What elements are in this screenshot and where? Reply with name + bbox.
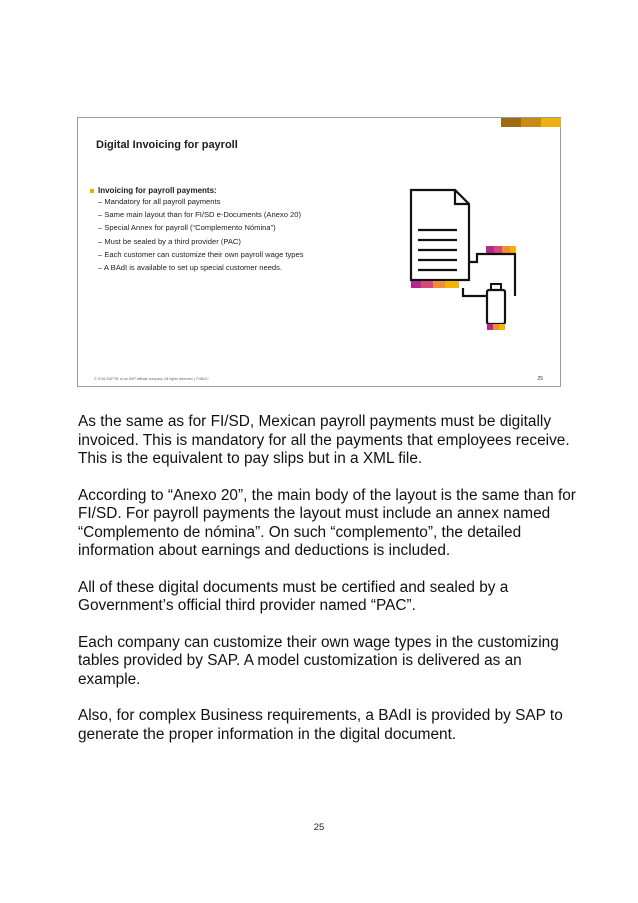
notes-paragraph: As the same as for FI/SD, Mexican payroll payments must be digitally invoiced. This is mandatory for all the payments that employees receive. This is the equivalent to pay slips but in a XML file. [78,413,570,467]
slide-accent-bar-dark [501,118,521,127]
page-number: 25 [313,822,325,833]
speaker-notes [78,413,578,762]
slide-sub-bullet: – Same main layout than for FI/SD e-Documents (Anexo 20) [98,210,302,220]
slide-copyright-footer: © 2016 SAP SE or an SAP affiliate company. All rights reserved. | PUBLIC [94,377,209,381]
slide-number: 25 [537,376,543,382]
color-stripe-bottom [411,281,459,288]
slide-title: Digital Invoicing for payroll [96,139,238,151]
slide-accent-bar-light [541,118,561,127]
slide-sub-bullet: – A BAdI is available to set up special customer needs. [98,263,283,273]
notes-paragraph: Also, for complex Business requirements, a BAdI is provided by SAP to generate the proper information in the digital document. [78,707,563,743]
slide-bullet-heading [90,186,304,195]
document-icon [411,190,469,280]
color-stripe-side [486,246,516,254]
slide-bullet-list [90,186,304,274]
bullet-square-icon [90,189,94,193]
slide-sub-bullet: – Special Annex for payroll (“Complemento Nómina”) [98,223,276,233]
slide-thumbnail [77,117,561,387]
slide-sub-bullet: – Mandatory for all payroll payments [98,197,221,206]
notes-paragraph: According to “Anexo 20”, the main body of the layout is the same than for FI/SD. For payroll payments the layout must include an annex named “Complemento de nómina”. On such “complemento”, the detailed information about earnings and deductions is included. [78,486,576,559]
slide-sub-bullet: – Each customer can customize their own payroll wage types [98,249,304,259]
notes-paragraph: All of these digital documents must be certified and sealed by a Government’s official third provider named “PAC”. [78,578,509,614]
slide-accent-bar-mid [521,118,541,127]
notes-paragraph: Each company can customize their own wage types in the customizing tables provided by SAP. A model customization is delivered as an example. [78,633,559,688]
bullet-heading-text: Invoicing for payroll payments: [98,186,217,195]
usb-stick-icon [487,284,505,330]
document-usb-illustration [403,188,523,338]
slide-sub-bullet: – Must be sealed by a third provider (PAC) [98,236,241,246]
